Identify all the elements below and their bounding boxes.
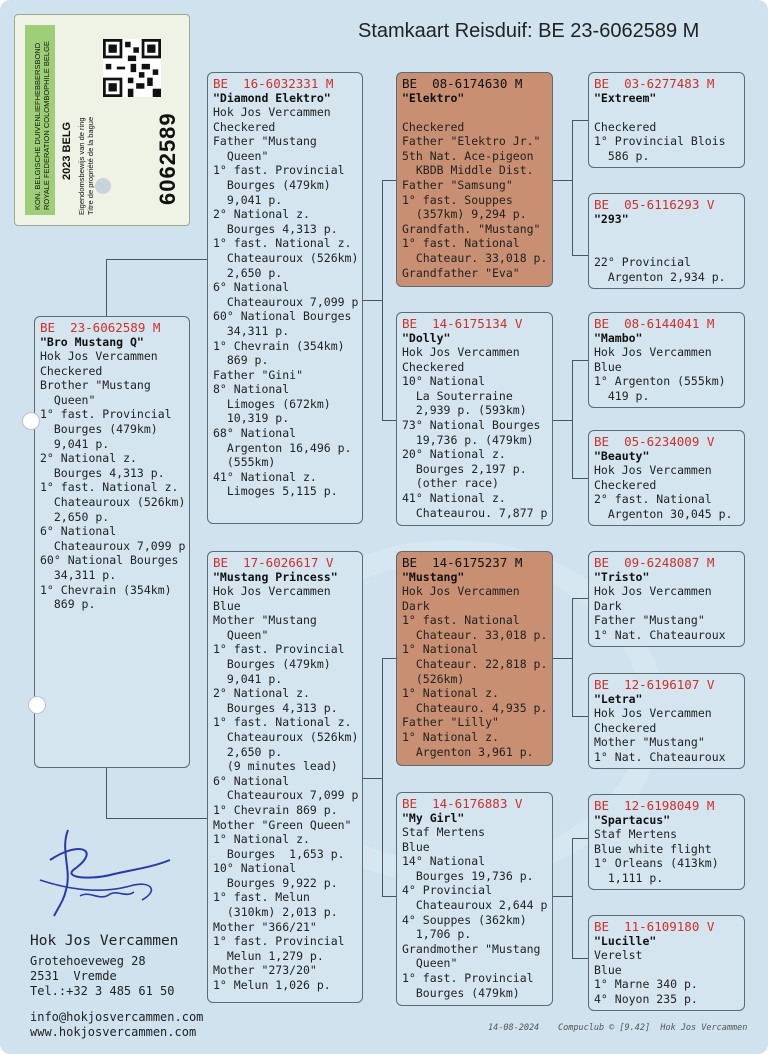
- sticker-hole: [95, 178, 111, 194]
- detail-line: La Souterraine: [402, 388, 513, 403]
- pigeon-name: "Diamond Elektro": [213, 91, 331, 105]
- pigeon-details: [40, 349, 184, 612]
- detail-line: Chateauroux (526km): [213, 250, 359, 265]
- detail-line: Chateauroux 7,099 p: [213, 788, 359, 803]
- ring-number: BE 11-6109180 V: [594, 919, 715, 934]
- detail-line: 9,041 p.: [213, 192, 283, 207]
- pigeon-details: [402, 345, 547, 520]
- detail-line: 2,650 p.: [40, 509, 110, 524]
- detail-line: Argenton 30,045 p.: [594, 506, 733, 521]
- detail-line: Father "Gini": [213, 367, 304, 382]
- detail-line: Hok Jos Vercammen: [402, 345, 520, 359]
- detail-line: Melun 1,279 p.: [213, 948, 324, 963]
- detail-line: 1° National z.: [402, 686, 499, 701]
- detail-line: Limoges (672km): [213, 396, 331, 411]
- owner-city: 2531 Vremde: [30, 969, 117, 983]
- punch-hole: [28, 696, 46, 714]
- detail-line: 1° fast. National z.: [213, 236, 352, 251]
- detail-line: 1° Orleans (413km): [594, 856, 719, 871]
- pigeon-details: [594, 948, 739, 1006]
- detail-line: 1,111 p.: [594, 870, 664, 885]
- detail-line: 68° National: [213, 426, 297, 441]
- detail-line: Bourges 19,736 p.: [402, 868, 534, 883]
- pedigree-box-sire: [207, 72, 363, 524]
- detail-line: 1° fast. Provincial: [402, 970, 534, 985]
- pigeon-name: "293": [594, 212, 629, 226]
- detail-line: Bourges 1,653 p.: [213, 846, 345, 861]
- detail-line: Queen": [40, 392, 96, 407]
- detail-line: Grandmother "Mustang: [402, 941, 541, 956]
- detail-line: Bourges 9,922 p.: [213, 875, 338, 890]
- pigeon-name: "Spartacus": [594, 813, 671, 827]
- detail-line: Chateaurou. 7,877 p: [402, 505, 548, 520]
- sticker-year: 2023 BELG: [61, 121, 73, 180]
- ring-number: BE 12-6196107 V: [594, 677, 715, 692]
- pedigree-box-ssd: [588, 193, 745, 289]
- detail-line: 10,319 p.: [213, 411, 290, 426]
- detail-line: Staf Mertens: [594, 827, 678, 841]
- detail-line: 22° Provincial: [594, 255, 691, 270]
- detail-line: Bourges 4,313 p.: [40, 465, 165, 480]
- ring-number: BE 05-6234009 V: [594, 434, 715, 449]
- detail-line: 1° Marne 340 p.: [594, 977, 698, 992]
- detail-line: 60° National Bourges: [40, 553, 179, 568]
- owner-email-link[interactable]: info@hokjosvercammen.com: [30, 1010, 204, 1024]
- detail-line: 5th Nat. Ace-pigeon: [402, 148, 534, 163]
- detail-line: 1° fast. Provincial: [213, 163, 345, 178]
- detail-line: 1° fast. National: [402, 236, 520, 251]
- owner-street: Grotehoeveweg 28: [30, 954, 146, 968]
- detail-line: (310km) 2,013 p.: [213, 905, 338, 920]
- pigeon-name: "Mustang": [402, 570, 465, 584]
- detail-line: 19,736 p. (479km): [402, 432, 534, 447]
- ring-certificate-sticker: [14, 14, 190, 226]
- detail-line: 10° National: [402, 374, 486, 389]
- ring-number: BE 14-6175237 M: [402, 555, 523, 570]
- ring-number: BE 12-6198049 M: [594, 798, 715, 813]
- detail-line: Father "Mustang: [213, 134, 317, 149]
- detail-line: Blue: [594, 962, 622, 977]
- detail-line: 1° fast. Provincial: [213, 934, 345, 949]
- pedigree-box-dam: [207, 551, 363, 1003]
- detail-line: Mother "273/20": [213, 963, 317, 978]
- detail-line: (357km) 9,294 p.: [402, 207, 527, 222]
- detail-line: Brother "Mustang: [40, 378, 151, 393]
- detail-line: 1° Chevrain (354km): [40, 582, 172, 597]
- detail-line: 9,041 p.: [40, 436, 110, 451]
- detail-line: 8° National: [213, 382, 290, 397]
- detail-line: Blue white flight: [594, 841, 712, 856]
- detail-line: 2° National z.: [213, 686, 310, 701]
- detail-line: Checkered: [594, 477, 657, 492]
- software-credit: Compuclub © [9.42] Hok Jos Vercammen: [558, 1023, 748, 1033]
- pigeon-name: "Beauty": [594, 449, 650, 463]
- detail-line: Checkered: [594, 720, 657, 735]
- detail-line: 1° fast. Provincial: [213, 642, 345, 657]
- detail-line: 1° fast. National z.: [213, 715, 352, 730]
- pigeon-details: [594, 706, 739, 764]
- ring-number: BE 09-6248087 M: [594, 555, 715, 570]
- detail-line: 14° National: [402, 854, 486, 869]
- detail-line: 4° Provincial: [402, 883, 493, 898]
- detail-line: Father "Lilly": [402, 715, 499, 730]
- detail-line: 2° National z.: [213, 207, 310, 222]
- ownership-text: Eigendomsbewijs van de ring Titre de propriété de la bague: [77, 116, 95, 215]
- pigeon-details: [213, 105, 357, 499]
- detail-line: Checkered: [594, 119, 657, 134]
- detail-line: (526km): [402, 671, 465, 686]
- ring-number: BE 14-6175134 V: [402, 316, 523, 331]
- detail-line: Bourges 4,313 p.: [213, 700, 338, 715]
- detail-line: 1° fast. Melun: [213, 890, 310, 905]
- detail-line: Hok Jos Vercammen: [213, 584, 331, 598]
- detail-line: Argenton 16,496 p.: [213, 440, 352, 455]
- pedigree-box-ddd: [588, 915, 745, 1011]
- pigeon-name: "Lucille": [594, 934, 657, 948]
- ring-number: BE 17-6026617 V: [213, 555, 334, 570]
- ring-number: BE 14-6176883 V: [402, 796, 523, 811]
- detail-line: 6° National: [40, 524, 117, 539]
- detail-line: (555km): [213, 455, 276, 470]
- detail-line: Hok Jos Vercammen: [594, 706, 712, 720]
- detail-line: Grandfather "Eva": [402, 265, 520, 280]
- pigeon-name: "My Girl": [402, 811, 465, 825]
- detail-line: Mother "Mustang: [213, 613, 317, 628]
- detail-line: (9 minutes lead): [213, 759, 338, 774]
- pigeon-name: "Letra": [594, 692, 643, 706]
- pigeon-details: [402, 825, 547, 1000]
- detail-line: 34,311 p.: [213, 323, 290, 338]
- ring-number: BE 23-6062589 M: [40, 320, 161, 335]
- pigeon-details: [402, 584, 547, 759]
- owner-name: Hok Jos Vercammen: [30, 933, 179, 949]
- detail-line: 2,650 p.: [213, 265, 283, 280]
- pedigree-box-dsd: [588, 673, 745, 769]
- detail-line: Chateauroux 7,099 p: [40, 538, 186, 553]
- detail-line: 1° fast. National z.: [40, 480, 179, 495]
- detail-line: Hok Jos Vercammen: [213, 105, 331, 119]
- detail-line: 2° fast. National: [594, 492, 712, 507]
- detail-line: 1° fast. Souppes: [402, 192, 513, 207]
- detail-line: 1° Nat. Chateauroux: [594, 627, 726, 642]
- detail-line: 1° Nat. Chateauroux: [594, 749, 726, 764]
- detail-line: (other race): [402, 476, 499, 491]
- page-title: Stamkaart Reisduif: BE 23-6062589 M: [358, 20, 700, 42]
- detail-line: 1° Provincial Blois: [594, 134, 726, 149]
- pigeon-name: "Dolly": [402, 331, 451, 345]
- detail-line: 2,939 p. (593km): [402, 403, 527, 418]
- ring-number: BE 16-6032331 M: [213, 76, 334, 91]
- detail-line: Father "Samsung": [402, 177, 513, 192]
- ring-number: BE 08-6174630 M: [402, 76, 523, 91]
- detail-line: 2,650 p.: [213, 744, 283, 759]
- detail-line: 586 p.: [594, 148, 650, 163]
- pedigree-box-dam-dam: [396, 792, 553, 1006]
- owner-website-link[interactable]: www.hokjosvercammen.com: [30, 1025, 197, 1039]
- punch-hole: [22, 412, 40, 430]
- detail-line: Bourges 4,313 p.: [213, 221, 338, 236]
- detail-line: Hok Jos Vercammen: [40, 349, 158, 363]
- detail-line: Argenton 2,934 p.: [594, 269, 726, 284]
- pedigree-box-sire-dam: [396, 312, 553, 526]
- pigeon-details: [594, 345, 739, 403]
- detail-line: 419 p.: [594, 388, 650, 403]
- detail-line: 869 p.: [213, 353, 269, 368]
- detail-line: 1° National z.: [213, 832, 310, 847]
- pedigree-box-sdd: [588, 430, 745, 526]
- pedigree-box-sds: [588, 312, 745, 408]
- detail-line: Queen": [213, 627, 269, 642]
- detail-line: Hok Jos Vercammen: [402, 584, 520, 598]
- detail-line: Hok Jos Vercammen: [594, 584, 712, 598]
- detail-line: Chateauroux (526km): [213, 729, 359, 744]
- detail-line: Mother "Mustang": [594, 735, 705, 750]
- detail-line: Blue: [213, 598, 241, 613]
- detail-line: Checkered: [40, 363, 103, 378]
- federation-text: KON. BELGISCHE DUIVENLIEFHEBBERSBOND ROYALE FEDERATION COLOMBOPHILE BELGE: [33, 41, 51, 210]
- detail-line: [402, 105, 547, 120]
- detail-line: Chateaur. 22,818 p.: [402, 656, 548, 671]
- pigeon-details: [594, 584, 739, 642]
- detail-line: 1° Chevrain 869 p.: [213, 802, 338, 817]
- detail-line: Hok Jos Vercammen: [594, 345, 712, 359]
- detail-line: Limoges 5,115 p.: [213, 484, 338, 499]
- detail-line: Queen": [213, 148, 269, 163]
- detail-line: [594, 105, 739, 120]
- pedigree-box-dam-sire: [396, 551, 553, 766]
- handwritten-signature-icon: [30, 820, 190, 920]
- detail-line: Chateauro. 4,935 p.: [402, 700, 548, 715]
- detail-line: Queen": [402, 956, 458, 971]
- ring-number: BE 05-6116293 V: [594, 197, 715, 212]
- detail-line: 73° National Bourges: [402, 417, 541, 432]
- detail-line: 6° National: [213, 280, 290, 295]
- pedigree-box-dss: [588, 551, 745, 647]
- sticker-ring-number: 6062589: [155, 112, 180, 205]
- detail-line: Bourges (479km): [402, 985, 520, 1000]
- detail-line: 4° Noyon 235 p.: [594, 991, 698, 1006]
- ring-number: BE 08-6144041 M: [594, 316, 715, 331]
- pedigree-box-dds: [588, 794, 745, 890]
- detail-line: Dark: [402, 598, 430, 613]
- pigeon-details: [402, 105, 547, 280]
- detail-line: Blue: [402, 839, 430, 854]
- detail-line: Father "Elektro Jr.": [402, 134, 541, 149]
- detail-line: Dark: [594, 598, 622, 613]
- pigeon-name: "Mambo": [594, 331, 643, 345]
- detail-line: Checkered: [213, 119, 276, 134]
- pedigree-box-sss: [588, 72, 745, 168]
- detail-line: 34,311 p.: [40, 567, 117, 582]
- pedigree-box-sire-sire: [396, 72, 553, 287]
- detail-line: Staf Mertens: [402, 825, 486, 839]
- detail-line: Bourges (479km): [213, 177, 331, 192]
- detail-line: 1° Argenton (555km): [594, 374, 726, 389]
- detail-line: Bourges (479km): [40, 421, 158, 436]
- detail-line: 1° National: [402, 642, 479, 657]
- pigeon-details: [213, 584, 357, 993]
- detail-line: Chateauroux 7,099 p: [213, 294, 359, 309]
- detail-line: Chateauroux (526km): [40, 494, 186, 509]
- detail-line: 1° fast. National: [402, 613, 520, 628]
- owner-phone: Tel.:+32 3 485 61 50: [30, 984, 175, 998]
- pigeon-details: [594, 827, 739, 885]
- detail-line: 1° Chevrain (354km): [213, 338, 345, 353]
- detail-line: 1° Melun 1,026 p.: [213, 978, 331, 993]
- detail-line: Chateaur. 33,018 p.: [402, 250, 548, 265]
- detail-line: Verelst: [594, 948, 643, 962]
- detail-line: 1° National z.: [402, 729, 499, 744]
- detail-line: 41° National z.: [402, 490, 506, 505]
- detail-line: [594, 241, 739, 256]
- detail-line: Grandfath. "Mustang": [402, 221, 541, 236]
- detail-line: Checkered: [402, 359, 465, 374]
- pigeon-name: "Elektro": [402, 91, 465, 105]
- pigeon-name: "Bro Mustang Q": [40, 335, 144, 349]
- detail-line: Chateaur. 33,018 p.: [402, 627, 548, 642]
- pigeon-name: "Extreem": [594, 91, 657, 105]
- detail-line: Hok Jos Vercammen: [594, 463, 712, 477]
- detail-line: Mother "Green Queen": [213, 817, 352, 832]
- detail-line: Bourges 2,197 p.: [402, 461, 527, 476]
- detail-line: 4° Souppes (362km): [402, 912, 527, 927]
- detail-line: [594, 226, 739, 241]
- detail-line: 1,706 p.: [402, 927, 472, 942]
- detail-line: KBDB Middle Dist.: [402, 163, 534, 178]
- detail-line: Blue: [594, 359, 622, 374]
- detail-line: Argenton 3,961 p.: [402, 744, 534, 759]
- detail-line: 9,041 p.: [213, 671, 283, 686]
- detail-line: 1° fast. Provincial: [40, 407, 172, 422]
- pigeon-name: "Tristo": [594, 570, 650, 584]
- detail-line: Checkered: [402, 119, 465, 134]
- pigeon-details: [594, 463, 739, 521]
- detail-line: Father "Mustang": [594, 613, 705, 628]
- detail-line: 60° National Bourges: [213, 309, 352, 324]
- qr-code-icon: [103, 39, 161, 97]
- detail-line: 2° National z.: [40, 451, 137, 466]
- detail-line: Chateauroux 2,644 p: [402, 897, 548, 912]
- detail-line: 6° National: [213, 773, 290, 788]
- pigeon-details: [594, 226, 739, 284]
- detail-line: 10° National: [213, 861, 297, 876]
- print-date: 14-08-2024: [488, 1023, 540, 1033]
- pigeon-details: [594, 105, 739, 163]
- detail-line: 869 p.: [40, 597, 96, 612]
- pedigree-box-subject: [34, 316, 190, 768]
- detail-line: Mother "366/21": [213, 919, 317, 934]
- ring-number: BE 03-6277483 M: [594, 76, 715, 91]
- pigeon-name: "Mustang Princess": [213, 570, 338, 584]
- detail-line: Bourges (479km): [213, 656, 331, 671]
- detail-line: 41° National z.: [213, 469, 317, 484]
- detail-line: 20° National z.: [402, 447, 506, 462]
